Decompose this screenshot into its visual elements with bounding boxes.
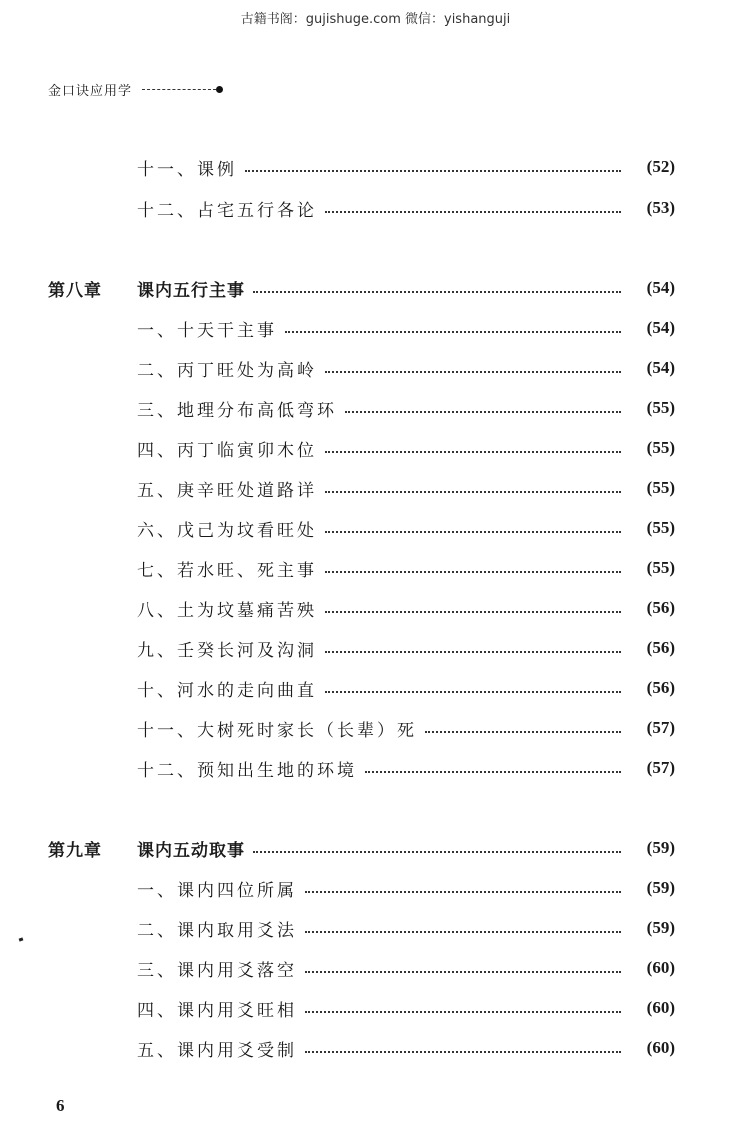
dot-leader — [425, 731, 621, 733]
toc-entry-label: 八、土为坟墓痛苦殃 — [137, 600, 317, 621]
dot-leader — [345, 411, 621, 413]
toc-entry-page: (53) — [646, 198, 675, 217]
dot-leader — [325, 571, 621, 573]
toc-entry-page: (57) — [646, 718, 675, 737]
toc-entry-label: 三、地理分布高低弯环 — [137, 400, 337, 421]
chapter-number: 第九章 — [48, 840, 102, 861]
dot-leader — [325, 611, 621, 613]
toc-chapter — [0, 275, 751, 301]
toc-entry-label: 七、若水旺、死主事 — [137, 560, 317, 581]
toc-entry — [0, 435, 751, 461]
dot-leader — [253, 291, 621, 293]
dot-leader — [365, 771, 621, 773]
toc-entry-page: (56) — [646, 598, 675, 617]
toc-chapter — [0, 835, 751, 861]
toc-entry-label: 三、课内用爻落空 — [137, 960, 297, 981]
toc-entry-page: (59) — [646, 838, 675, 857]
toc-entry — [0, 995, 751, 1021]
dot-leader — [285, 331, 621, 333]
toc-entry-page: (60) — [646, 1038, 675, 1057]
chapter-title: 课内五动取事 — [137, 840, 245, 861]
toc-entry — [0, 515, 751, 541]
toc-entry-page: (52) — [646, 157, 675, 176]
running-head-title: 金口诀应用学 — [48, 84, 133, 99]
toc-entry-label: 五、庚辛旺处道路详 — [137, 480, 317, 501]
running-head-rule — [142, 89, 216, 90]
toc-entry-page: (57) — [646, 758, 675, 777]
toc-entry-label: 四、丙丁临寅卯木位 — [137, 440, 317, 461]
toc-entry — [0, 875, 751, 901]
toc-entry-page: (55) — [646, 438, 675, 457]
toc-entry-label: 二、丙丁旺处为高岭 — [137, 360, 317, 381]
toc-entry — [0, 915, 751, 941]
toc-entry-page: (55) — [646, 478, 675, 497]
watermark-text: 古籍书阁：gujishuge.com 微信：yishanguji — [240, 12, 511, 27]
toc-entry — [0, 475, 751, 501]
dot-leader — [325, 211, 621, 213]
toc-entry-page: (60) — [646, 998, 675, 1017]
toc-entry-label: 十、河水的走向曲直 — [137, 680, 317, 701]
toc-entry-label: 十二、占宅五行各论 — [137, 200, 317, 221]
dot-leader — [305, 971, 621, 973]
page-number: 6 — [56, 1096, 65, 1115]
toc-entry — [0, 675, 751, 701]
toc-entry-page: (56) — [646, 638, 675, 657]
toc-entry — [0, 395, 751, 421]
toc-entry-label: 十二、预知出生地的环境 — [137, 760, 357, 781]
dot-leader — [245, 170, 621, 172]
dot-leader — [325, 451, 621, 453]
toc-entry-label: 二、课内取用爻法 — [137, 920, 297, 941]
dot-leader — [325, 371, 621, 373]
toc-entry-label: 十一、课例 — [137, 159, 237, 180]
toc-entry-page: (60) — [646, 958, 675, 977]
bullet-dot-icon — [216, 86, 223, 93]
toc-entry — [0, 355, 751, 381]
toc-entry-label: 十一、大树死时家长（长辈）死 — [137, 720, 417, 741]
chapter-title: 课内五行主事 — [137, 280, 245, 301]
toc-entry-label: 一、课内四位所属 — [137, 880, 297, 901]
toc-entry-label: 六、戊己为坟看旺处 — [137, 520, 317, 541]
dot-leader — [253, 851, 621, 853]
running-head — [48, 80, 223, 99]
toc-entry — [0, 595, 751, 621]
toc-entry-page: (56) — [646, 678, 675, 697]
toc-entry — [0, 154, 751, 180]
toc-entry-label: 九、壬癸长河及沟洞 — [137, 640, 317, 661]
toc-entry-label: 五、课内用爻受制 — [137, 1040, 297, 1061]
toc-entry — [0, 555, 751, 581]
dot-leader — [305, 1011, 621, 1013]
dot-leader — [305, 1051, 621, 1053]
toc-entry — [0, 315, 751, 341]
toc-entry-page: (55) — [646, 398, 675, 417]
toc-entry — [0, 1035, 751, 1061]
toc-entry — [0, 715, 751, 741]
toc-entry — [0, 755, 751, 781]
dot-leader — [325, 531, 621, 533]
toc-entry-page: (55) — [646, 518, 675, 537]
toc-entry-page: (54) — [646, 358, 675, 377]
toc-entry-page: (59) — [646, 878, 675, 897]
dot-leader — [325, 491, 621, 493]
toc-entry-page: (59) — [646, 918, 675, 937]
toc-entry-label: 一、十天干主事 — [137, 320, 277, 341]
chapter-number: 第八章 — [48, 280, 102, 301]
dot-leader — [305, 891, 621, 893]
toc-entry-page: (55) — [646, 558, 675, 577]
dot-leader — [325, 691, 621, 693]
toc-entry-label: 四、课内用爻旺相 — [137, 1000, 297, 1021]
toc-entry — [0, 955, 751, 981]
dot-leader — [325, 651, 621, 653]
toc-entry-page: (54) — [646, 318, 675, 337]
dot-leader — [305, 931, 621, 933]
toc-entry-page: (54) — [646, 278, 675, 297]
toc-entry — [0, 195, 751, 221]
toc-entry — [0, 635, 751, 661]
